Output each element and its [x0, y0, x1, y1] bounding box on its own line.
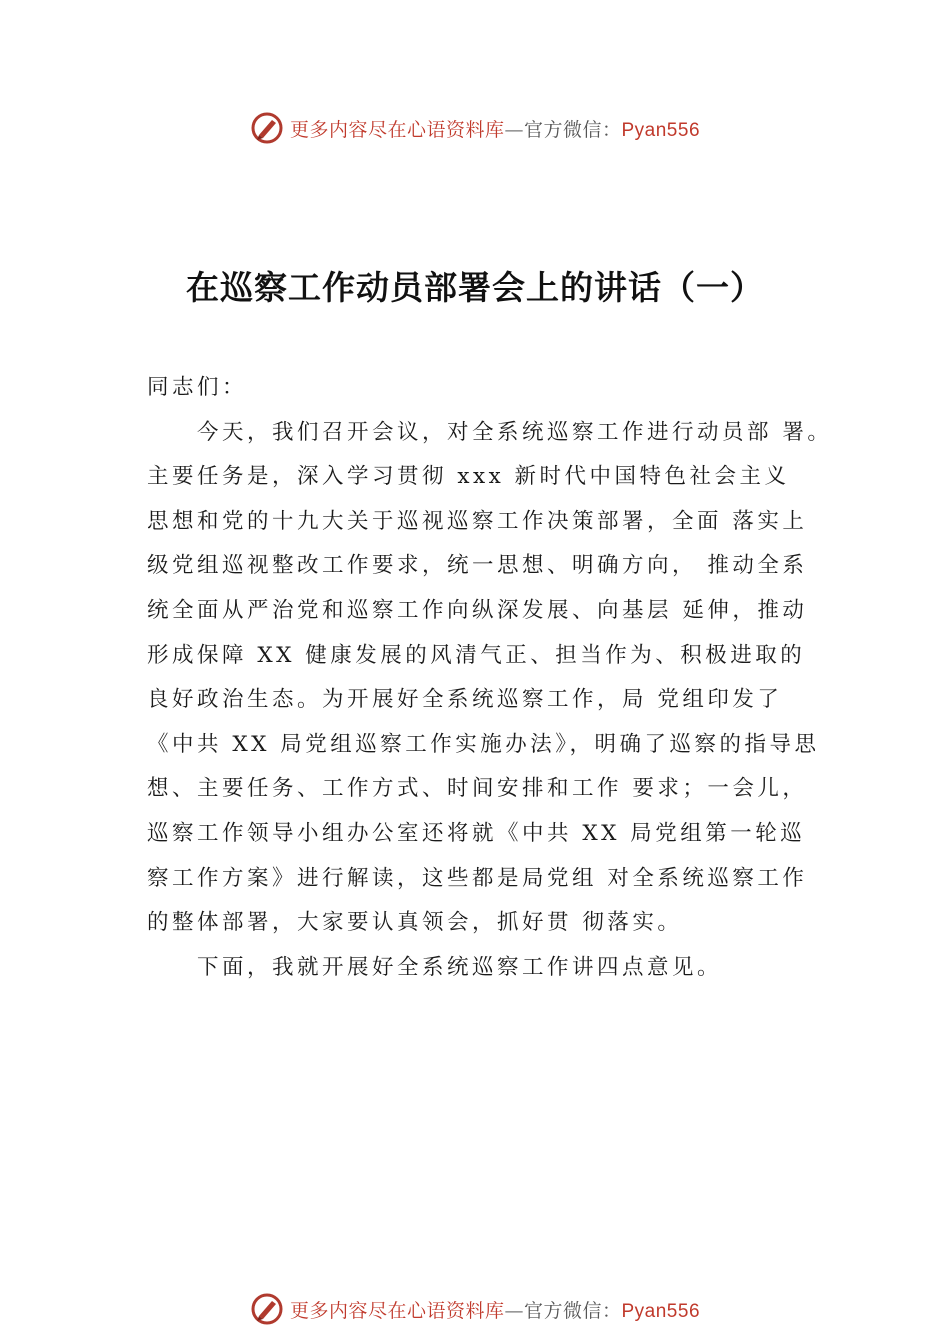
brand-logo-icon — [250, 1292, 284, 1326]
salutation: 同志们： — [147, 375, 248, 400]
paragraph-line: 今天，我们召开会议，对全系统巡察工作进行动员部 署。 — [197, 419, 833, 445]
banner-wechat-label: 官方微信： — [523, 1299, 622, 1322]
paragraph-line: 思想和党的十九大关于巡视巡察工作决策部署，全面 落实上 — [147, 508, 808, 534]
paragraph-line: 形成保障 XX 健康发展的风清气正、担当作为、积极进取的 — [147, 642, 806, 668]
brand-logo-icon — [250, 111, 284, 145]
banner-wechat-label: 官方微信： — [523, 118, 622, 141]
paragraph-line: 良好政治生态。为开展好全系统巡察工作，局 党组印发了 — [147, 687, 783, 713]
footer-banner — [0, 1289, 950, 1329]
banner-text — [290, 1296, 700, 1323]
header-banner — [0, 108, 950, 148]
paragraph-line: 统全面从严治党和巡察工作向纵深发展、向基层 延伸，推动 — [147, 597, 808, 623]
paragraph-line: 级党组巡视整改工作要求，统一思想、明确方向， 推动全系 — [147, 553, 808, 579]
banner-dash: — — [504, 118, 524, 141]
banner-wechat-id: Pyan556 — [621, 1300, 701, 1322]
banner-wechat-id: Pyan556 — [621, 119, 701, 141]
paragraph-line: 主要任务是，深入学习贯彻 xxx 新时代中国特色社会主义 — [147, 464, 790, 490]
paragraph-line: 想、主要任务、工作方式、时间安排和工作 要求；一会儿， — [147, 776, 808, 802]
document-body — [147, 366, 833, 990]
banner-slogan: 更多内容尽在心语资料库 — [289, 1299, 505, 1322]
paragraph-line: 察工作方案》进行解读，这些都是局党组 对全系统巡察工作 — [147, 865, 808, 891]
document-title: 在巡察工作动员部署会上的讲话（一） — [186, 268, 764, 307]
banner-dash: — — [504, 1299, 524, 1322]
banner-slogan: 更多内容尽在心语资料库 — [289, 118, 505, 141]
banner-text — [290, 115, 700, 142]
paragraph-line: 的整体部署，大家要认真领会，抓好贯 彻落实。 — [147, 910, 683, 936]
paragraph-line: 《中共 XX 局党组巡察工作实施办法》，明确了巡察的指导思 — [147, 731, 820, 757]
paragraph-line: 下面，我就开展好全系统巡察工作讲四点意见。 — [197, 954, 723, 980]
paragraph-line: 巡察工作领导小组办公室还将就《中共 XX 局党组第一轮巡 — [147, 820, 806, 846]
